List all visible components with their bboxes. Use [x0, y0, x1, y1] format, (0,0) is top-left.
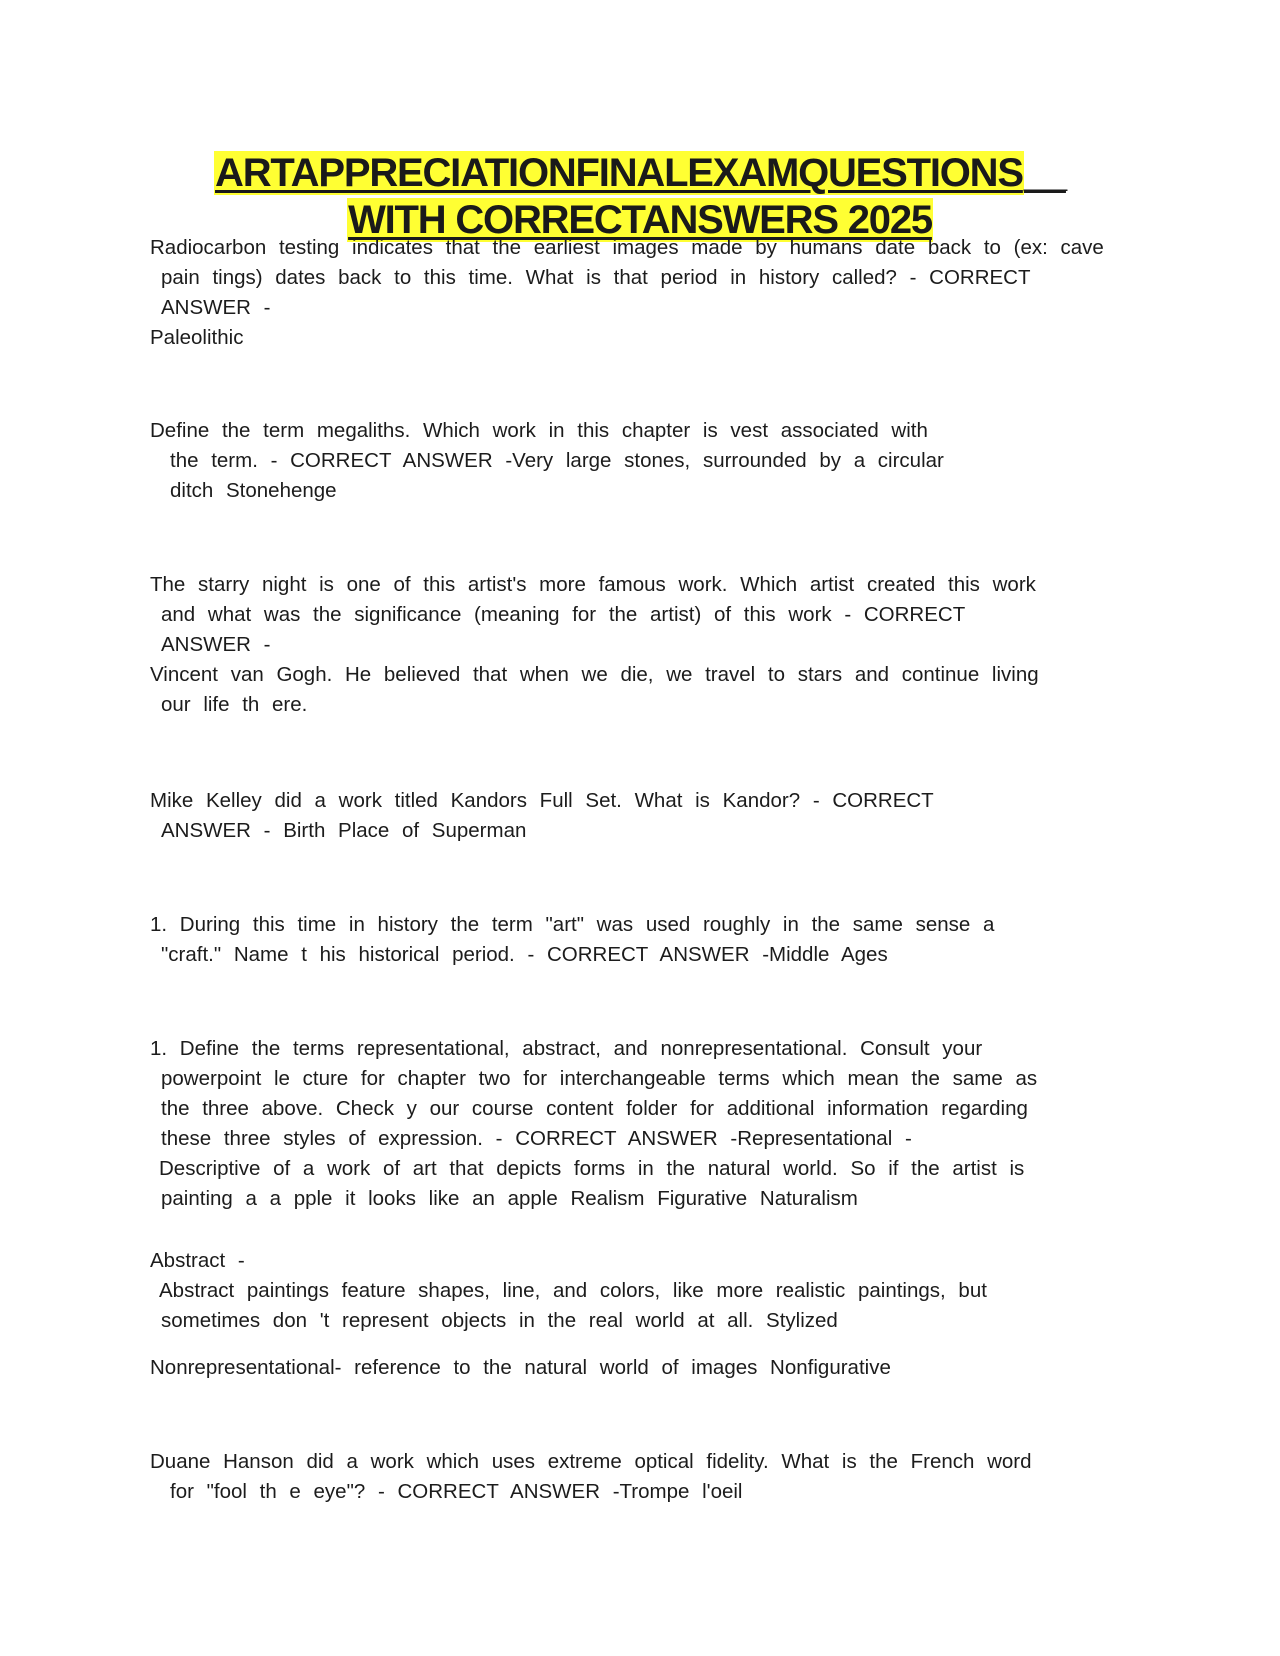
qa-line: Abstract paintings feature shapes, line, and colors, like more realistic paintings, but — [159, 1279, 987, 1302]
qa-line: Nonrepresentational- reference to the natural world of images Nonfigurative — [150, 1356, 891, 1379]
qa-line: Descriptive of a work of art that depicts forms in the natural world. So if the artist is — [159, 1157, 1025, 1180]
qa-block-6-nonrep — [150, 1353, 1160, 1383]
qa-block-6 — [150, 1034, 1160, 1214]
qa-line: pain tings) dates back to this time. What is that period in history called? - CORRECT — [161, 266, 1031, 289]
title-line-2: WITH CORRECTANSWERS 2025 — [348, 198, 932, 242]
title-line-1-suffix: __ — [1023, 151, 1066, 195]
qa-block-5 — [150, 910, 1160, 970]
qa-block-4 — [150, 786, 1160, 846]
qa-line: Mike Kelley did a work titled Kandors Full Set. What is Kandor? - CORRECT — [150, 789, 934, 812]
qa-line: the three above. Check y our course content folder for additional information regarding — [161, 1097, 1028, 1120]
qa-line: 1. Define the terms representational, abstract, and nonrepresentational. Consult your — [150, 1037, 983, 1060]
qa-line: sometimes don 't represent objects in the real world at all. Stylized — [161, 1309, 838, 1332]
qa-line: "craft." Name t his historical period. - CORRECT ANSWER -Middle Ages — [161, 943, 888, 966]
qa-answer: Vincent van Gogh. He believed that when we die, we travel to stars and continue living — [150, 663, 1039, 686]
qa-line: 1. During this time in history the term "art" was used roughly in the same sense a — [150, 913, 995, 936]
qa-line: ANSWER - — [161, 296, 271, 319]
qa-line: powerpoint le cture for chapter two for interchangeable terms which mean the same as — [161, 1067, 1038, 1090]
qa-block-2 — [150, 416, 1160, 506]
qa-line: Radiocarbon testing indicates that the earliest images made by humans date back to (ex: cave — [150, 236, 1104, 259]
qa-block-3 — [150, 570, 1160, 720]
qa-line: Define the term megaliths. Which work in this chapter is vest associated with — [150, 419, 928, 442]
qa-line: Abstract - — [150, 1249, 245, 1272]
qa-line: The starry night is one of this artist's more famous work. Which artist created this work — [150, 573, 1036, 596]
qa-line: the term. - CORRECT ANSWER -Very large stones, surrounded by a circular — [170, 449, 944, 472]
qa-line: Duane Hanson did a work which uses extreme optical fidelity. What is the French word — [150, 1450, 1032, 1473]
qa-line: for "fool th e eye"? - CORRECT ANSWER -Trompe l'oeil — [170, 1480, 743, 1503]
qa-block-1 — [150, 233, 1160, 353]
qa-answer: Paleolithic — [150, 326, 244, 349]
qa-line: ANSWER - — [161, 633, 271, 656]
qa-line: these three styles of expression. - CORRECT ANSWER -Representational - — [161, 1127, 912, 1150]
title-line-1: ARTAPPRECIATIONFINALEXAMQUESTIONS — [215, 151, 1023, 195]
document-title — [150, 150, 1130, 244]
qa-block-7 — [150, 1447, 1160, 1507]
qa-line: ANSWER - Birth Place of Superman — [161, 819, 527, 842]
qa-line: our life th ere. — [161, 693, 308, 716]
qa-line: ditch Stonehenge — [170, 479, 337, 502]
qa-line: and what was the significance (meaning for the artist) of this work - CORRECT — [161, 603, 966, 626]
qa-line: painting a a pple it looks like an apple Realism Figurative Naturalism — [161, 1187, 858, 1210]
qa-block-6-abstract — [150, 1246, 1160, 1336]
